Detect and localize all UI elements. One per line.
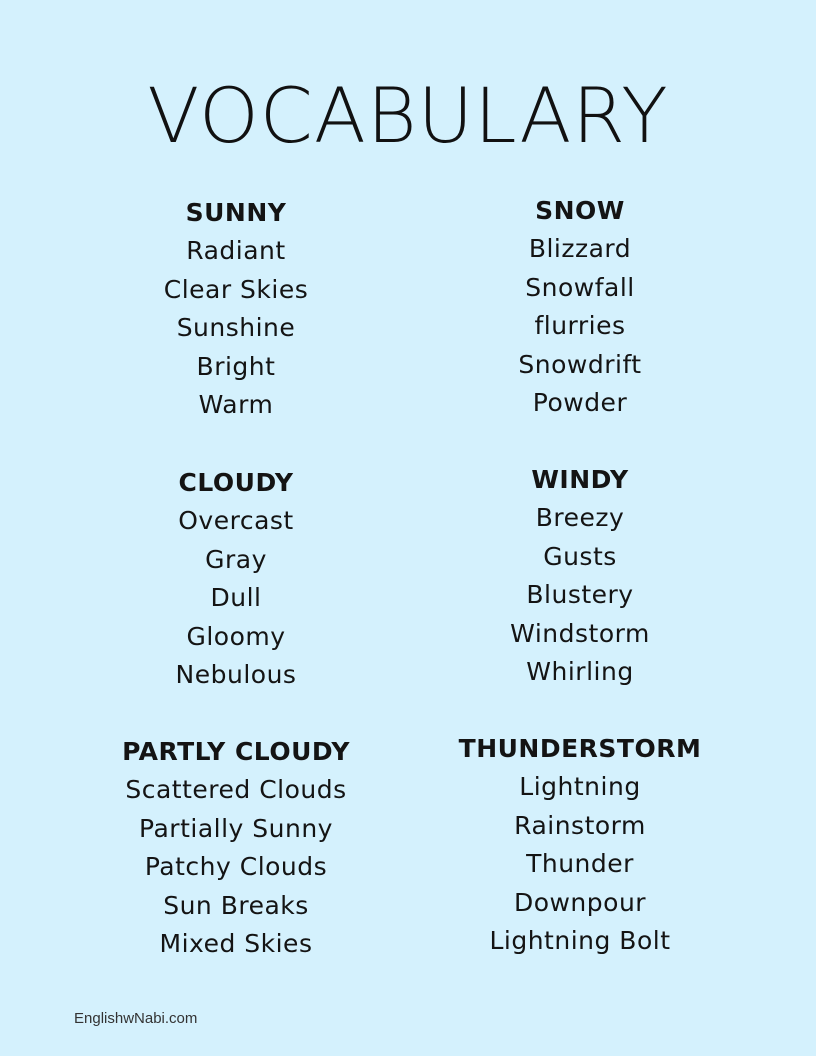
vocab-group-snow (400, 192, 760, 423)
group-heading: PARTLY CLOUDY (122, 737, 350, 766)
vocab-word: Patchy Clouds (144, 852, 328, 881)
vocab-word: Gloomy (186, 621, 286, 651)
vocab-word: Lightning Bolt (489, 926, 671, 955)
vocab-word: Downpour (513, 887, 647, 917)
vocab-word: Rainstorm (514, 810, 646, 840)
site-credit: EnglishwNabi.com (74, 1010, 198, 1027)
vocab-word: Overcast (178, 506, 294, 535)
vocab-word: Sunshine (176, 313, 296, 342)
group-heading: SNOW (535, 196, 625, 225)
vocab-group-cloudy (56, 464, 416, 695)
vocab-word: Bright (196, 351, 276, 381)
vocab-word: Whirling (526, 657, 634, 686)
vocab-word: Dull (210, 583, 262, 612)
vocab-word: Powder (532, 388, 628, 417)
vocab-word: Blizzard (528, 234, 632, 263)
vocab-group-windy (400, 461, 760, 692)
vocab-word: Snowdrift (518, 349, 642, 379)
group-heading: WINDY (531, 465, 629, 494)
group-heading: THUNDERSTORM (458, 734, 702, 763)
vocab-word: Gusts (543, 541, 617, 571)
vocab-word: Clear Skies (163, 274, 309, 304)
vocab-word: Snowfall (525, 272, 635, 302)
vocab-word: Lightning (519, 772, 641, 801)
vocab-word: Radiant (186, 236, 286, 265)
vocab-word: Partially Sunny (139, 813, 333, 843)
vocab-word: flurries (534, 311, 626, 340)
vocab-group-partly-cloudy (56, 733, 416, 964)
vocab-word: Thunder (526, 849, 634, 878)
vocab-group-thunderstorm (400, 730, 760, 961)
group-heading: CLOUDY (178, 468, 294, 497)
vocab-word: Gray (205, 544, 267, 574)
page-title: VOCABULARY (147, 71, 669, 160)
vocab-word: Mixed Skies (159, 929, 313, 958)
vocab-word: Nebulous (175, 660, 297, 689)
vocab-word: Warm (198, 390, 274, 419)
group-heading: SUNNY (185, 198, 287, 227)
vocab-word: Blustery (526, 580, 634, 609)
vocab-group-sunny (56, 194, 416, 425)
vocab-word: Sun Breaks (163, 890, 309, 920)
vocab-word: Breezy (535, 503, 625, 532)
vocab-word: Scattered Clouds (125, 775, 347, 804)
vocab-word: Windstorm (510, 618, 650, 648)
